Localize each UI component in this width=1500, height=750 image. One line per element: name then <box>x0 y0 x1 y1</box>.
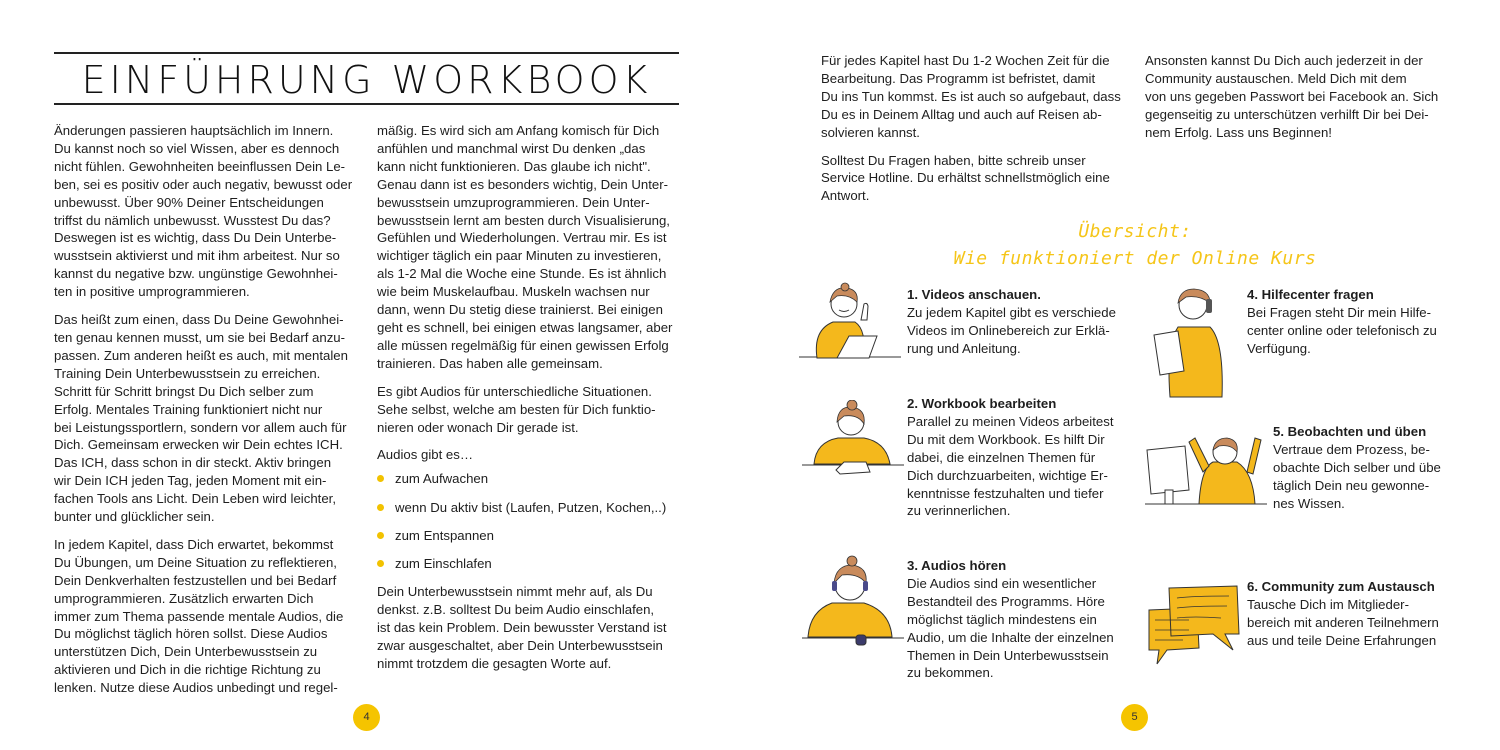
paragraph: Dein Unterbewusstsein nimmt mehr auf, als Du denkst. z.B. solltest Du beim Audio einschlafen, ist das kein Problem. Dein bewusster Verstand ist zwar ausgeschaltet, aber Dein Unterbewusstsein nimmt trotzdem die gesagten Worte auf. <box>377 584 667 671</box>
list-item-text: zum Aufwachen <box>395 471 489 487</box>
step-workbook <box>907 395 1137 520</box>
page-number: 5 <box>1121 704 1148 731</box>
woman-phone-illustration <box>1148 285 1238 400</box>
woman-laptop-illustration <box>797 280 902 360</box>
left-column-2 <box>377 122 687 683</box>
audio-list <box>377 470 687 573</box>
overview-subtitle: Wie funktioniert der Online Kurs <box>953 248 1317 269</box>
list-item-text: wenn Du aktiv bist (Laufen, Putzen, Kochen,..) <box>395 499 667 515</box>
page-number: 4 <box>353 704 380 731</box>
list-item <box>377 470 687 488</box>
step-text: Vertraue dem Prozess, be- obachte Dich selber und übe täglich Dein neu gewonne- nes Wissen. <box>1273 441 1441 511</box>
list-item <box>377 527 687 545</box>
paragraph: Das heißt zum einen, dass Du Deine Gewohnhei- ten genau kennen musst, um sie bei Bedarf anzu- passen. Zum anderen heißt es auch, mit mentalen Training Dein Unterbewusstsein zu erreichen. Schritt für Schritt bringst Du Dich selber zum Erfolg. Mentales Training funktioniert nicht nur bei Leistungssportlern, sondern vor allem auch für Dich. Gemeinsam erwecken wir Dein echtes ICH. Das ICH, dass schon in dir steckt. Aktiv bringen wir Dein ICH jeden Tag, jeden Moment mit ein- fachen Tools ans Licht. Dein Leben wird leichter, bunter und glücklicher sein. <box>54 312 348 525</box>
step-title: 4. Hilfecenter fragen <box>1247 287 1374 302</box>
list-item-text: zum Entspannen <box>395 527 494 543</box>
paragraph: Ansonsten kannst Du Dich auch jederzeit in der Community austauschen. Meld Dich mit dem von uns gegeben Passwort bei Facebook an. Sich gegenseitig zu unterschützen verhilft Dir bei Dei- nem Erfolg. Lass uns Beginnen! <box>1145 53 1439 140</box>
paragraph: Solltest Du Fragen haben, bitte schreib unser Service Hotline. Du erhältst schnellstmöglich eine Antwort. <box>821 152 1110 204</box>
list-item <box>377 555 687 573</box>
paragraph: In jedem Kapitel, dass Dich erwartet, bekommst Du Übungen, um Deine Situation zu reflektieren, Dein Denkverhalten festzustellen und bei Bedarf umprogrammieren. Zusätzlich erwarten Dich immer zum Thema passende mentale Audios, die Du möglichst täglich hören sollst. Diese Audios unterstützen Dich, Dein Unterbewusstsein zu aktivieren und Dich in die richtige Richtung zu lenken. Nutze diese Audios unbedingt und regel- <box>54 536 344 696</box>
left-column-1 <box>54 122 359 707</box>
bullet-icon <box>377 532 384 539</box>
speech-bubbles-illustration <box>1143 580 1243 670</box>
step-community <box>1247 578 1462 650</box>
title-rule-bottom <box>54 103 679 105</box>
paragraph: mäßig. Es wird sich am Anfang komisch für Dich anfühlen und manchmal wirst Du denken „das kann nicht funktionieren. Das glaube ich nicht". Genau dann ist es besonders wichtig, Dein Unter- bewusstsein umzuprogrammieren. Dein Unter- bewusstsein lernt am besten durch Visualisierung, Gefühlen und Wiederholungen. Vertrau mir. Es ist wichtiger täglich ein paar Minuten zu investieren, als 1-2 Mal die Woche eine Stunde. Es ist ähnlich wie beim Muskelaufbau. Muskeln wachsen nur dann, wenn Du stetig diese trainierst. Bei einigen geht es schnell, bei einigen etwas langsamer, aber alle müssen regelmäßig für einen gewissen Erfolg trainieren. Das haben alle gemeinsam. <box>377 123 673 371</box>
bullet-icon <box>377 504 384 511</box>
list-item-text: zum Einschlafen <box>395 555 492 571</box>
right-column-1 <box>821 52 1131 215</box>
step-title: 5. Beobachten und üben <box>1273 424 1427 439</box>
step-title: 6. Community zum Austausch <box>1247 579 1435 594</box>
step-text: Zu jedem Kapitel gibt es verschiede Videos im Onlinebereich zur Erklä- rung und Anleitung. <box>907 304 1116 356</box>
step-audios <box>907 557 1137 682</box>
audio-list-intro: Audios gibt es… <box>377 447 474 463</box>
bullet-icon <box>377 560 384 567</box>
step-observe <box>1273 423 1463 513</box>
step-title: 2. Workbook bearbeiten <box>907 396 1057 411</box>
paragraph: Für jedes Kapitel hast Du 1-2 Wochen Zeit für die Bearbeitung. Das Programm ist befristet, damit Du ins Tun kommst. Es ist auch so aufgebaut, dass Du es in Deinem Alltag und auch auf Reisen ab- solvieren kannst. <box>821 53 1121 140</box>
woman-writing-illustration <box>800 400 905 490</box>
paragraph: Es gibt Audios für unterschiedliche Situationen. Sehe selbst, welche am besten für Dich funktio- nieren oder wonach Dir gerade ist. <box>377 383 656 435</box>
paragraph: Änderungen passieren hauptsächlich im Innern. Du kannst noch so viel Wissen, aber es dennoch nicht fühlen. Gewohnheiten beeinflussen Dein Le- ben, sei es positiv oder auch negativ, bewusst oder unbewusst. Über 90% Deiner Entscheidungen triffst du nämlich unbewusst. Wusstest Du das? Deswegen ist es wichtig, dass Du Dein Unterbe- wusstsein aktivierst und mit ihm arbeitest. Nur so kannst du negative bzw. ungünstige Gewohnhei- ten in positive umprogrammieren. <box>54 123 353 300</box>
woman-cheering-illustration <box>1143 428 1268 508</box>
step-title: 3. Audios hören <box>907 558 1007 573</box>
step-title: 1. Videos anschauen. <box>907 287 1041 302</box>
bullet-icon <box>377 475 384 482</box>
step-text: Tausche Dich im Mitglieder- bereich mit anderen Teilnehmern aus und teile Deine Erfahrungen <box>1247 596 1439 648</box>
overview-title: Übersicht: <box>1078 221 1192 242</box>
step-text: Die Audios sind ein wesentlicher Bestandteil des Programms. Höre möglichst täglich mindestens ein Audio, um die Inhalte der einzelnen Themen in Dein Unterbewusstsein zu bekommen. <box>907 575 1114 681</box>
right-column-2 <box>1145 52 1455 152</box>
overview-heading <box>930 218 1340 272</box>
title-rule-top <box>54 52 679 54</box>
step-text: Bei Fragen steht Dir mein Hilfe- center online oder telefonisch zu Verfügung. <box>1247 304 1437 356</box>
list-item <box>377 499 687 517</box>
page-title: EINFÜHRUNG WORKBOOK <box>81 58 652 102</box>
step-helpcenter <box>1247 286 1462 358</box>
step-videos <box>907 286 1137 358</box>
step-text: Parallel zu meinen Videos arbeitest Du mit dem Workbook. Es hilft Dir dabei, die einzelnen Themen für Dich durchzuarbeiten, wichtige Er- kenntnisse festzuhalten und tiefer zu verinnerlichen. <box>907 413 1114 519</box>
woman-headphones-illustration <box>800 555 905 655</box>
